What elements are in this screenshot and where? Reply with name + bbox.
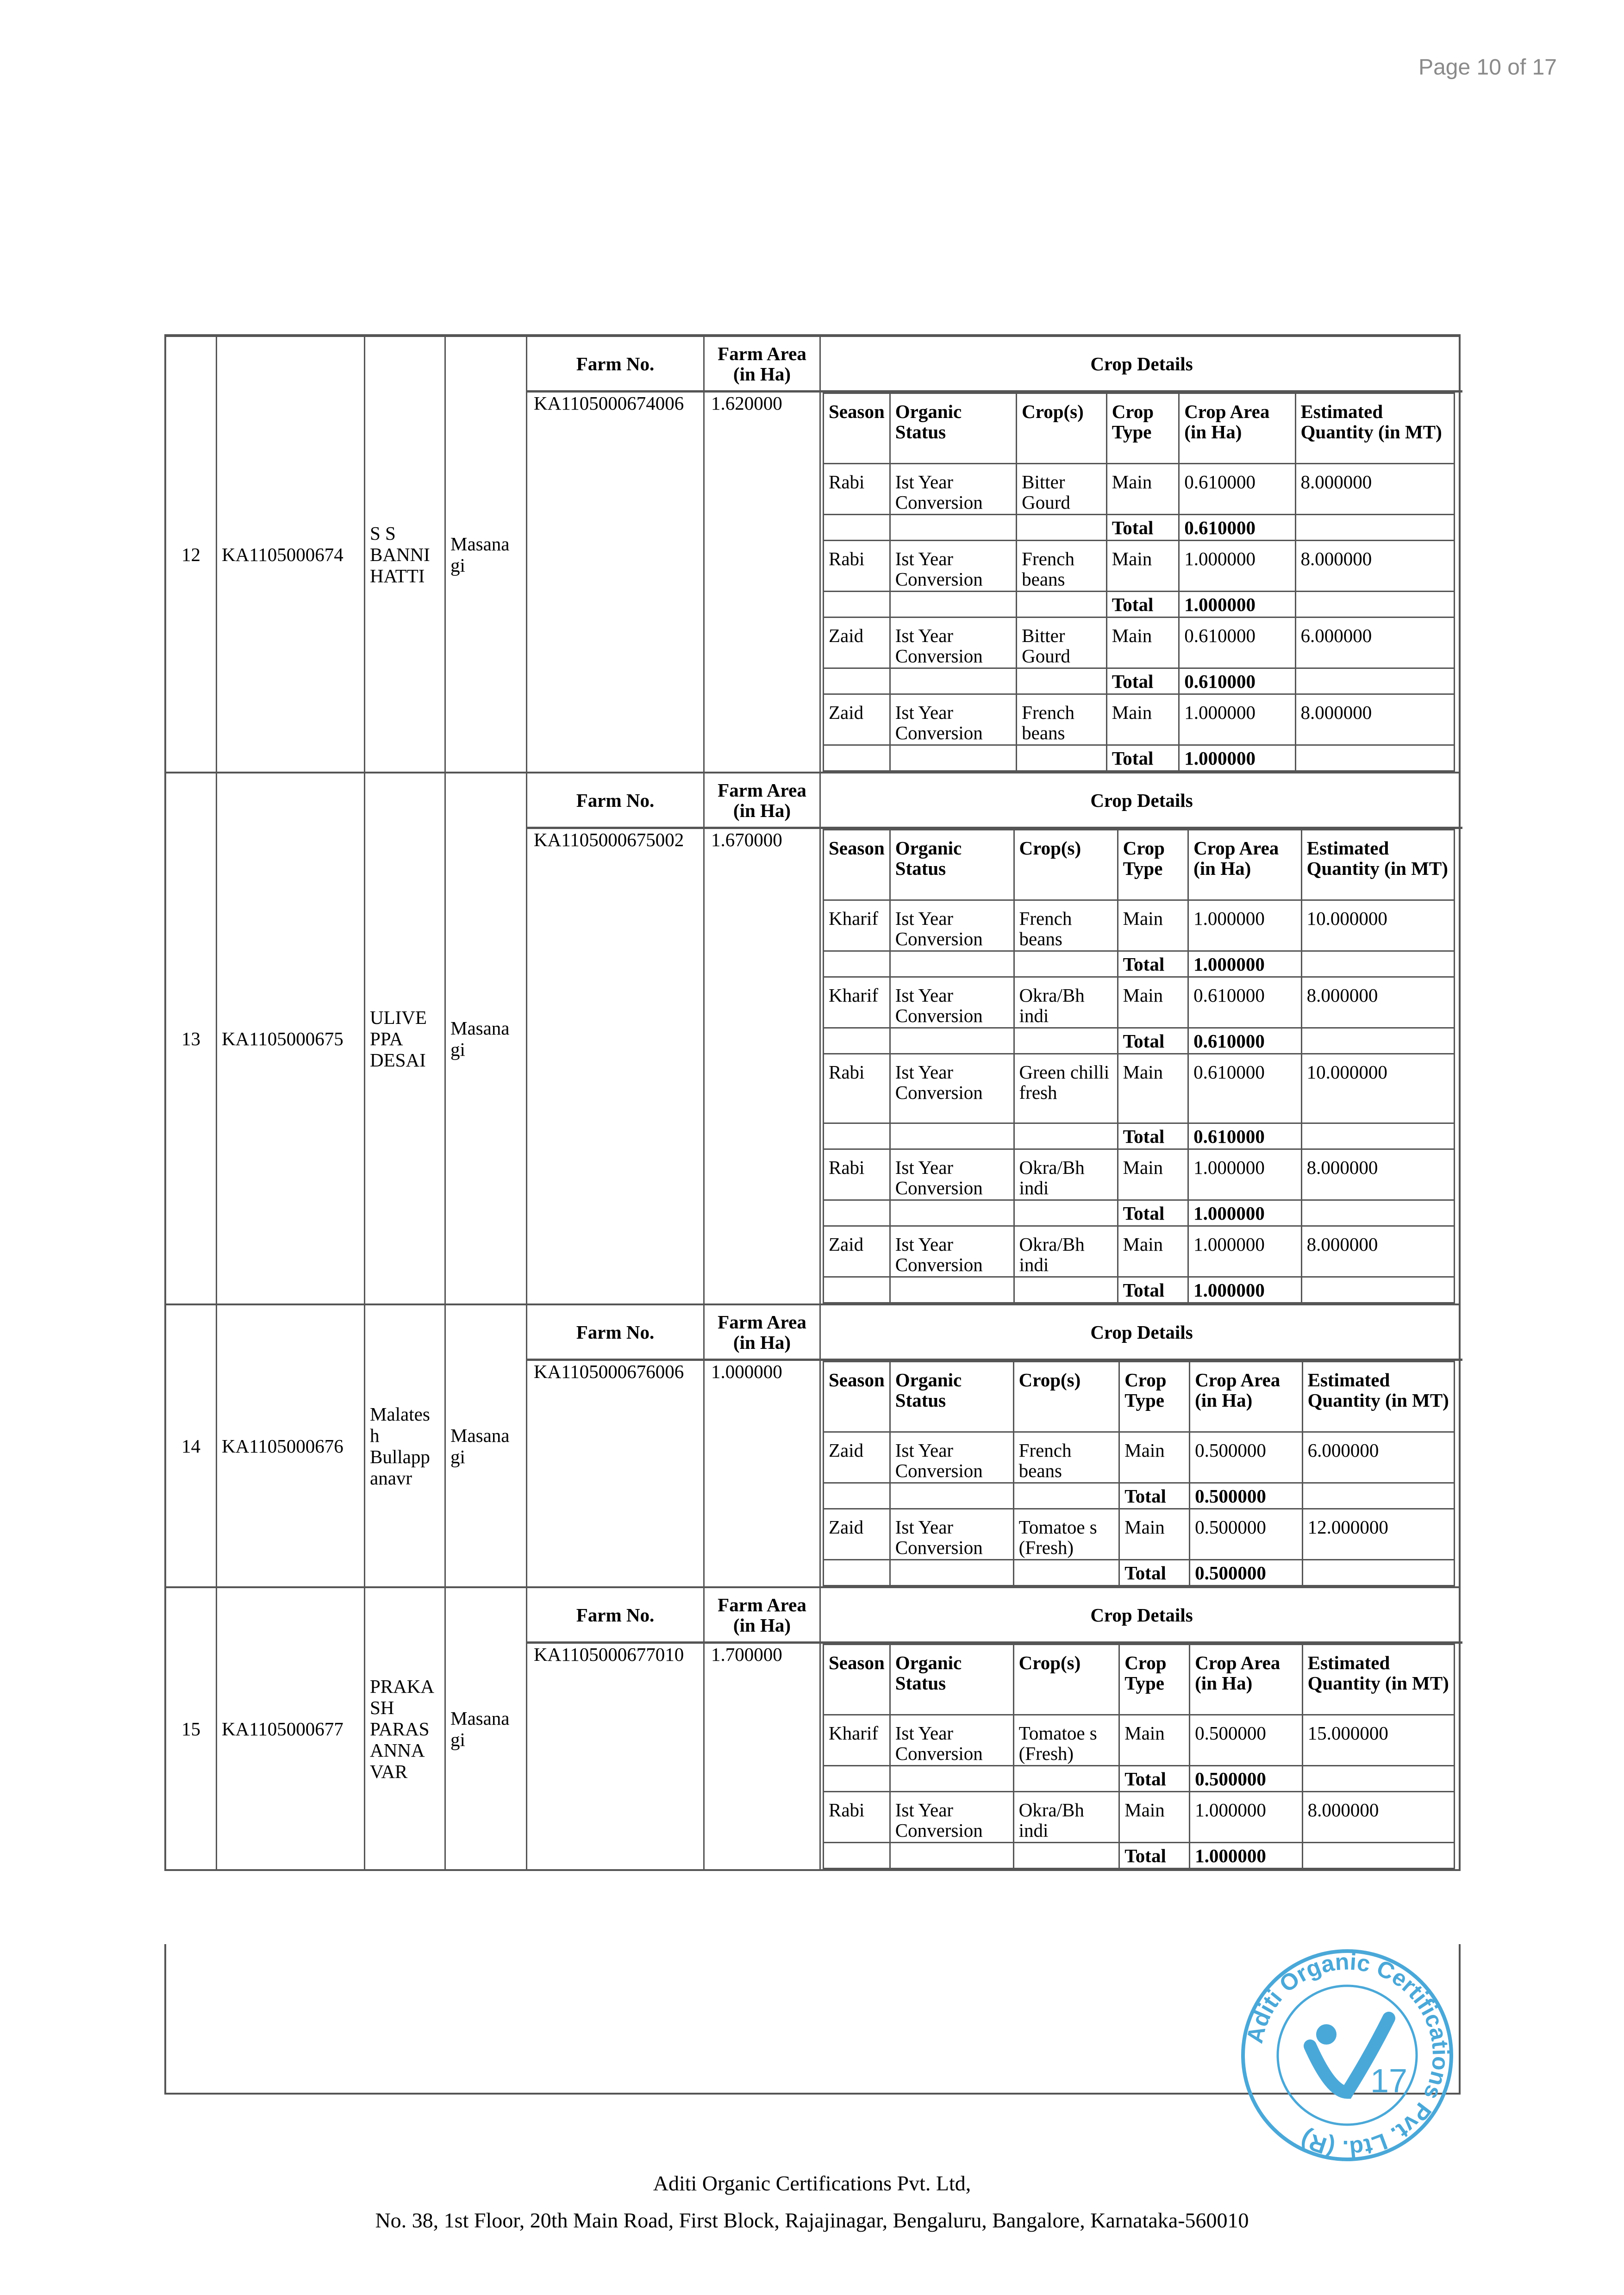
crop-area: 0.500000 [1190, 1432, 1302, 1483]
crop-name: French beans [1017, 541, 1107, 592]
crop-area: 1.000000 [1188, 1149, 1301, 1200]
crop-row [824, 1792, 1455, 1843]
total-spacer [1301, 1123, 1454, 1149]
crop-row [824, 1226, 1455, 1277]
crop-type: Main [1118, 1149, 1188, 1200]
crop-total-row [824, 1560, 1455, 1586]
total-area: 0.610000 [1188, 1028, 1301, 1054]
crop-total-row [824, 1028, 1455, 1054]
footer-company-name: Aditi Organic Certifications Pvt. Ltd, [653, 2171, 971, 2195]
crop-area: 0.610000 [1188, 1054, 1301, 1123]
crop-name: Okra/Bh indi [1014, 977, 1118, 1028]
crop-season: Kharif [824, 1715, 890, 1766]
crop-type: Main [1119, 1792, 1190, 1843]
crop-type: Main [1118, 977, 1188, 1028]
crop-season: Rabi [824, 1149, 890, 1200]
total-label: Total [1119, 1483, 1190, 1509]
crop-row [824, 1149, 1455, 1200]
total-label: Total [1118, 1277, 1188, 1303]
crop-row [824, 1509, 1455, 1560]
crop-table-header-row [824, 1362, 1455, 1432]
total-spacer [1302, 1560, 1454, 1586]
total-spacer [824, 1483, 890, 1509]
column-header-crops: Crop(s) [1014, 830, 1118, 900]
footer-address: No. 38, 1st Floor, 20th Main Road, First Block, Rajajinagar, Bengaluru, Bangalore, Karnataka-560010 [375, 2208, 1249, 2232]
farm-number-body [527, 1644, 703, 1665]
crop-row [824, 464, 1455, 515]
village-name: Masana gi [446, 773, 527, 1303]
farm-area-header: Farm Area (in Ha) [705, 1588, 819, 1644]
crop-total-row [824, 668, 1455, 694]
farm-number-cell [527, 1305, 705, 1586]
crop-estimated-quantity: 8.000000 [1302, 1792, 1454, 1843]
total-spacer [1014, 1123, 1118, 1149]
crop-details-table [823, 393, 1455, 772]
crop-name: Tomatoe s (Fresh) [1013, 1715, 1119, 1766]
crop-area: 0.610000 [1179, 464, 1295, 515]
crop-organic-status: Ist Year Conversion [890, 1715, 1013, 1766]
column-header-crop-area: Crop Area (in Ha) [1190, 1645, 1302, 1715]
crop-type: Main [1106, 694, 1179, 745]
crop-organic-status: Ist Year Conversion [890, 1509, 1013, 1560]
crop-name: Green chilli fresh [1014, 1054, 1118, 1123]
total-spacer [824, 1028, 890, 1054]
crop-row [824, 977, 1455, 1028]
farmer-record [164, 334, 1461, 773]
total-spacer [890, 1843, 1013, 1869]
total-label: Total [1119, 1766, 1190, 1792]
crop-total-row [824, 515, 1455, 541]
column-header-est-qty: Estimated Quantity (in MT) [1295, 393, 1454, 464]
serial-number: 12 [166, 337, 217, 772]
crop-total-row [824, 1123, 1455, 1149]
farmer-id: KA1105000674 [217, 337, 365, 772]
crop-name: Bitter Gourd [1017, 464, 1107, 515]
crop-name: Okra/Bh indi [1013, 1792, 1119, 1843]
total-label: Total [1118, 951, 1188, 977]
crop-type: Main [1118, 900, 1188, 951]
total-area: 0.500000 [1190, 1483, 1302, 1509]
crop-details-cell [821, 1305, 1462, 1586]
column-header-crops: Crop(s) [1013, 1362, 1119, 1432]
crop-organic-status: Ist Year Conversion [890, 900, 1014, 951]
crop-area: 1.000000 [1190, 1792, 1302, 1843]
crop-type: Main [1119, 1509, 1190, 1560]
crop-type: Main [1119, 1432, 1190, 1483]
total-area: 1.000000 [1179, 745, 1295, 771]
total-spacer [1017, 668, 1107, 694]
crop-season: Rabi [824, 1054, 890, 1123]
total-area: 0.610000 [1179, 515, 1295, 541]
total-spacer [1014, 951, 1118, 977]
column-header-est-qty: Estimated Quantity (in MT) [1302, 1645, 1454, 1715]
total-spacer [824, 668, 890, 694]
crop-area: 0.610000 [1179, 617, 1295, 668]
farmer-name: Malates h Bullapp anavr [365, 1305, 446, 1586]
total-spacer [1013, 1766, 1119, 1792]
farm-number: KA1105000675002 [534, 829, 684, 850]
crop-season: Rabi [824, 541, 890, 592]
farm-number-body [527, 829, 703, 850]
total-label: Total [1119, 1843, 1190, 1869]
crop-total-row [824, 592, 1455, 617]
farm-number: KA1105000674006 [534, 393, 684, 414]
page-number: Page 10 of 17 [1418, 55, 1557, 80]
column-header-organic-status: Organic Status [890, 393, 1016, 464]
crop-name: French beans [1017, 694, 1107, 745]
farm-area: 1.000000 [711, 1361, 782, 1382]
crop-name: Bitter Gourd [1017, 617, 1107, 668]
crop-details-table [823, 1644, 1455, 1869]
total-area: 0.610000 [1188, 1123, 1301, 1149]
stamp-number: 17 [1370, 2063, 1408, 2100]
total-spacer [824, 1560, 890, 1586]
crop-type: Main [1106, 541, 1179, 592]
total-spacer [1017, 592, 1107, 617]
crop-area: 0.610000 [1188, 977, 1301, 1028]
farmer-id: KA1105000675 [217, 773, 365, 1303]
crop-total-row [824, 1843, 1455, 1869]
farm-area: 1.620000 [711, 393, 782, 414]
total-spacer [1295, 592, 1454, 617]
column-header-crop-area: Crop Area (in Ha) [1188, 830, 1301, 900]
column-header-crops: Crop(s) [1017, 393, 1107, 464]
farm-area-cell [705, 1305, 821, 1586]
crop-row [824, 1432, 1455, 1483]
crop-season: Kharif [824, 977, 890, 1028]
total-spacer [824, 515, 890, 541]
total-spacer [1301, 1200, 1454, 1226]
total-label: Total [1118, 1123, 1188, 1149]
farm-number-cell [527, 773, 705, 1303]
crop-details-cell [821, 337, 1462, 772]
crop-season: Kharif [824, 900, 890, 951]
crop-type: Main [1119, 1715, 1190, 1766]
column-header-season: Season [824, 1362, 890, 1432]
crop-season: Rabi [824, 464, 890, 515]
crop-area: 1.000000 [1179, 694, 1295, 745]
crop-season: Zaid [824, 694, 890, 745]
total-spacer [890, 668, 1016, 694]
crop-row [824, 1054, 1455, 1123]
crop-name: Tomatoe s (Fresh) [1013, 1509, 1119, 1560]
total-spacer [890, 515, 1016, 541]
total-spacer [1302, 1766, 1454, 1792]
farmer-record [164, 773, 1461, 1305]
crop-name: French beans [1014, 900, 1118, 951]
column-header-crop-type: Crop Type [1118, 830, 1188, 900]
farm-area: 1.700000 [711, 1644, 782, 1665]
farm-number: KA1105000676006 [534, 1361, 684, 1382]
crop-total-row [824, 1277, 1455, 1303]
total-label: Total [1106, 592, 1179, 617]
crop-estimated-quantity: 8.000000 [1295, 541, 1454, 592]
crop-total-row [824, 745, 1455, 771]
total-spacer [1014, 1277, 1118, 1303]
column-header-est-qty: Estimated Quantity (in MT) [1302, 1362, 1454, 1432]
crop-table-header-row [824, 830, 1455, 900]
column-header-crop-area: Crop Area (in Ha) [1179, 393, 1295, 464]
crop-total-row [824, 1766, 1455, 1792]
crop-details-cell [821, 1588, 1462, 1869]
crop-estimated-quantity: 8.000000 [1301, 1149, 1454, 1200]
farm-no-header: Farm No. [527, 773, 703, 829]
crop-estimated-quantity: 8.000000 [1301, 1226, 1454, 1277]
farm-area-cell [705, 337, 821, 772]
total-area: 1.000000 [1190, 1843, 1302, 1869]
column-header-est-qty: Estimated Quantity (in MT) [1301, 830, 1454, 900]
total-spacer [890, 1766, 1013, 1792]
column-header-organic-status: Organic Status [890, 830, 1014, 900]
serial-number: 15 [166, 1588, 217, 1869]
total-spacer [824, 745, 890, 771]
total-spacer [824, 1123, 890, 1149]
farmer-name: PRAKA SH PARAS ANNA VAR [365, 1588, 446, 1869]
total-spacer [824, 1766, 890, 1792]
farmer-records-table [164, 334, 1461, 1871]
total-area: 1.000000 [1188, 951, 1301, 977]
total-spacer [1302, 1483, 1454, 1509]
crop-estimated-quantity: 10.000000 [1301, 1054, 1454, 1123]
total-area: 1.000000 [1179, 592, 1295, 617]
crop-organic-status: Ist Year Conversion [890, 1432, 1013, 1483]
crop-details-header: Crop Details [821, 1305, 1462, 1361]
farm-area-header: Farm Area (in Ha) [705, 337, 819, 393]
farm-number: KA1105000677010 [534, 1644, 684, 1665]
farmer-name: S S BANNI HATTI [365, 337, 446, 772]
crop-table-header-row [824, 1645, 1455, 1715]
total-spacer [1301, 1028, 1454, 1054]
column-header-organic-status: Organic Status [890, 1645, 1013, 1715]
total-area: 0.610000 [1179, 668, 1295, 694]
crop-estimated-quantity: 6.000000 [1302, 1432, 1454, 1483]
total-label: Total [1106, 745, 1179, 771]
crop-details-header: Crop Details [821, 337, 1462, 393]
total-spacer [1295, 668, 1454, 694]
total-spacer [1014, 1200, 1118, 1226]
total-spacer [890, 745, 1016, 771]
crop-area: 1.000000 [1179, 541, 1295, 592]
crop-season: Rabi [824, 1792, 890, 1843]
crop-estimated-quantity: 15.000000 [1302, 1715, 1454, 1766]
total-spacer [1013, 1483, 1119, 1509]
total-spacer [1013, 1560, 1119, 1586]
total-spacer [890, 1200, 1014, 1226]
farm-area-cell [705, 773, 821, 1303]
total-label: Total [1106, 515, 1179, 541]
total-label: Total [1106, 668, 1179, 694]
crop-details-header: Crop Details [821, 1588, 1462, 1644]
crop-table-header-row [824, 393, 1455, 464]
total-spacer [890, 1028, 1014, 1054]
crop-total-row [824, 951, 1455, 977]
crop-row [824, 541, 1455, 592]
farm-number-body [527, 1361, 703, 1382]
crop-estimated-quantity: 6.000000 [1295, 617, 1454, 668]
crop-organic-status: Ist Year Conversion [890, 1149, 1014, 1200]
crop-name: Okra/Bh indi [1014, 1226, 1118, 1277]
total-spacer [1295, 745, 1454, 771]
farm-area-header: Farm Area (in Ha) [705, 1305, 819, 1361]
crop-row [824, 900, 1455, 951]
stamp-lettering: Aditi Organic Certifications Pvt. Ltd. (R) [1241, 1948, 1454, 2162]
total-spacer [890, 592, 1016, 617]
total-spacer [1014, 1028, 1118, 1054]
column-header-crops: Crop(s) [1013, 1645, 1119, 1715]
crop-season: Zaid [824, 1432, 890, 1483]
crop-details-header: Crop Details [821, 773, 1462, 829]
crop-details-cell [821, 773, 1462, 1303]
total-spacer [890, 1560, 1013, 1586]
crop-details-table [823, 829, 1455, 1303]
total-spacer [1017, 745, 1107, 771]
total-spacer [824, 951, 890, 977]
crop-name: Okra/Bh indi [1014, 1149, 1118, 1200]
total-spacer [890, 951, 1014, 977]
crop-area: 1.000000 [1188, 1226, 1301, 1277]
crop-type: Main [1106, 617, 1179, 668]
crop-organic-status: Ist Year Conversion [890, 1054, 1014, 1123]
total-label: Total [1118, 1028, 1188, 1054]
crop-organic-status: Ist Year Conversion [890, 1792, 1013, 1843]
crop-season: Zaid [824, 1509, 890, 1560]
farmer-name: ULIVE PPA DESAI [365, 773, 446, 1303]
crop-total-row [824, 1483, 1455, 1509]
column-header-crop-type: Crop Type [1119, 1645, 1190, 1715]
column-header-season: Season [824, 830, 890, 900]
column-header-organic-status: Organic Status [890, 1362, 1013, 1432]
farm-no-header: Farm No. [527, 1305, 703, 1361]
crop-estimated-quantity: 10.000000 [1301, 900, 1454, 951]
crop-area: 0.500000 [1190, 1715, 1302, 1766]
column-header-crop-area: Crop Area (in Ha) [1190, 1362, 1302, 1432]
farmer-id: KA1105000676 [217, 1305, 365, 1586]
crop-row [824, 694, 1455, 745]
crop-estimated-quantity: 8.000000 [1301, 977, 1454, 1028]
crop-organic-status: Ist Year Conversion [890, 977, 1014, 1028]
total-label: Total [1119, 1560, 1190, 1586]
farmer-record [164, 1588, 1461, 1871]
crop-row [824, 617, 1455, 668]
farm-area-cell [705, 1588, 821, 1869]
certification-stamp [1231, 1940, 1463, 2171]
farm-area: 1.670000 [711, 829, 782, 850]
total-spacer [890, 1277, 1014, 1303]
crop-organic-status: Ist Year Conversion [890, 541, 1016, 592]
farm-number-cell [527, 337, 705, 772]
crop-season: Zaid [824, 1226, 890, 1277]
farmer-record [164, 1305, 1461, 1588]
total-label: Total [1118, 1200, 1188, 1226]
crop-organic-status: Ist Year Conversion [890, 694, 1016, 745]
village-name: Masana gi [446, 1305, 527, 1586]
total-spacer [1295, 515, 1454, 541]
total-area: 1.000000 [1188, 1277, 1301, 1303]
total-spacer [1017, 515, 1107, 541]
total-spacer [824, 1843, 890, 1869]
crop-organic-status: Ist Year Conversion [890, 1226, 1014, 1277]
crop-total-row [824, 1200, 1455, 1226]
crop-estimated-quantity: 12.000000 [1302, 1509, 1454, 1560]
farm-number-cell [527, 1588, 705, 1869]
farm-area-header: Farm Area (in Ha) [705, 773, 819, 829]
serial-number: 14 [166, 1305, 217, 1586]
crop-area: 0.500000 [1190, 1509, 1302, 1560]
total-spacer [824, 1277, 890, 1303]
total-area: 0.500000 [1190, 1766, 1302, 1792]
farmer-id: KA1105000677 [217, 1588, 365, 1869]
serial-number: 13 [166, 773, 217, 1303]
total-spacer [1302, 1843, 1454, 1869]
total-spacer [890, 1123, 1014, 1149]
column-header-season: Season [824, 393, 890, 464]
crop-estimated-quantity: 8.000000 [1295, 694, 1454, 745]
total-spacer [890, 1483, 1013, 1509]
crop-type: Main [1118, 1226, 1188, 1277]
total-spacer [1301, 1277, 1454, 1303]
column-header-season: Season [824, 1645, 890, 1715]
crop-season: Zaid [824, 617, 890, 668]
column-header-crop-type: Crop Type [1106, 393, 1179, 464]
crop-type: Main [1118, 1054, 1188, 1123]
total-spacer [1013, 1843, 1119, 1869]
total-spacer [1301, 951, 1454, 977]
crop-type: Main [1106, 464, 1179, 515]
crop-name: French beans [1013, 1432, 1119, 1483]
crop-estimated-quantity: 8.000000 [1295, 464, 1454, 515]
village-name: Masana gi [446, 337, 527, 772]
crop-organic-status: Ist Year Conversion [890, 617, 1016, 668]
total-area: 0.500000 [1190, 1560, 1302, 1586]
crop-organic-status: Ist Year Conversion [890, 464, 1016, 515]
farm-no-header: Farm No. [527, 337, 703, 393]
total-spacer [824, 1200, 890, 1226]
total-spacer [824, 592, 890, 617]
farm-number-body [527, 393, 703, 414]
crop-row [824, 1715, 1455, 1766]
village-name: Masana gi [446, 1588, 527, 1869]
crop-details-table [823, 1361, 1455, 1586]
total-area: 1.000000 [1188, 1200, 1301, 1226]
column-header-crop-type: Crop Type [1119, 1362, 1190, 1432]
farm-no-header: Farm No. [527, 1588, 703, 1644]
crop-area: 1.000000 [1188, 900, 1301, 951]
